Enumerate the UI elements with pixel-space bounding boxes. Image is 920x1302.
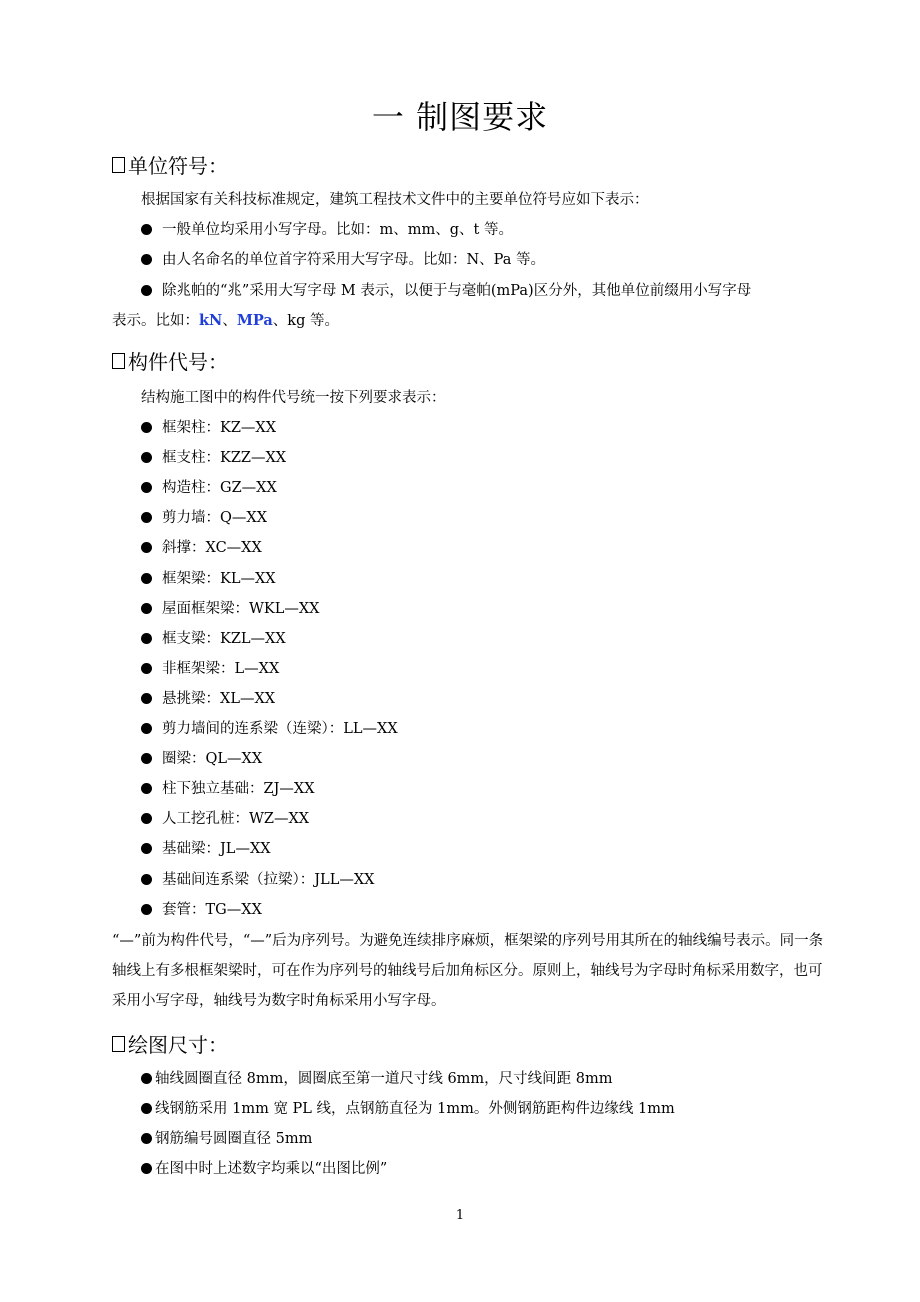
bullet-dot-icon	[141, 573, 152, 584]
bullet-dot-icon	[141, 693, 152, 704]
bullet-dot-icon	[141, 512, 152, 523]
bullet-dot-icon	[141, 285, 152, 296]
bullet-dot-icon	[141, 224, 152, 235]
component-item-text: 柱下独立基础：ZJ—XX	[162, 781, 315, 798]
component-item	[141, 538, 262, 558]
bullet-dot-icon	[141, 753, 152, 764]
bullet-dot-icon	[141, 452, 152, 463]
bullet-dot-icon	[141, 603, 152, 614]
checkbox-square-icon	[112, 157, 125, 173]
component-item	[141, 779, 315, 799]
component-item	[141, 809, 309, 829]
bullet-dot-icon	[141, 422, 152, 433]
bullet-text: 、kg 等。	[272, 313, 339, 329]
drawing-bullet	[141, 1159, 387, 1179]
bullet-dot-icon	[141, 723, 152, 734]
component-item-text: 悬挑梁：XL—XX	[162, 690, 276, 707]
units-intro: 根据国家有关科技标准规定，建筑工程技术文件中的主要单位符号应如下表示：	[141, 192, 649, 208]
bullet-text: 线钢筋采用 1mm 宽 PL 线，点钢筋直径为 1mm。外侧钢筋距构件边缘线 1mm	[155, 1101, 675, 1117]
component-item-text: 框支柱：KZZ—XX	[162, 450, 287, 467]
component-item	[141, 418, 276, 438]
bullet-text: 除兆帕的“兆”采用大写字母 M 表示，以便于与毫帕(mPa)区分外，其他单位前缀用小写字母	[162, 283, 752, 299]
section-heading-drawing	[112, 1029, 228, 1058]
component-item-text: 圈梁：QL—XX	[162, 751, 263, 768]
bullet-dot-icon	[141, 542, 152, 553]
bullet-dot-icon	[141, 254, 152, 265]
components-intro: 结构施工图中的构件代号统一按下列要求表示：	[141, 390, 446, 406]
bullet-text: 轴线圆圈直径 8mm，圆圈底至第一道尺寸线 6mm，尺寸线间距 8mm	[155, 1071, 613, 1087]
section-heading-components	[112, 346, 228, 375]
separator: 、	[222, 313, 237, 329]
component-item	[141, 448, 286, 468]
component-item-text: 剪力墙间的连系梁（连梁）：LL—XX	[162, 721, 398, 737]
units-bullet	[141, 250, 545, 270]
unit-kn: kN	[199, 312, 223, 329]
bullet-dot-icon	[141, 813, 152, 824]
bullet-text: 在图中时上述数字均乘以“出图比例”	[155, 1161, 388, 1177]
component-item-text: 屋面框架梁：WKL—XX	[162, 600, 320, 617]
component-item-text: 非框架梁：L—XX	[162, 660, 280, 677]
component-item-text: 构造柱：GZ—XX	[162, 480, 277, 497]
bullet-text: 由人名命名的单位首字符采用大写字母。比如：N、Pa 等。	[162, 252, 546, 268]
component-item	[141, 900, 262, 920]
component-item	[141, 629, 286, 649]
component-item	[141, 599, 320, 619]
section-heading-text: 绘图尺寸：	[128, 1033, 228, 1057]
component-item	[141, 839, 271, 859]
page-number: 1	[455, 1208, 465, 1223]
bullet-dot-icon	[141, 1103, 152, 1114]
bullet-dot-icon	[141, 1163, 152, 1174]
bullet-dot-icon	[141, 843, 152, 854]
bullet-dot-icon	[141, 783, 152, 794]
bullet-text: 表示。比如：	[112, 313, 199, 329]
bullet-dot-icon	[141, 482, 152, 493]
bullet-dot-icon	[141, 1133, 152, 1144]
component-item-text: 框支梁：KZL—XX	[162, 630, 286, 647]
component-item	[141, 749, 262, 769]
checkbox-square-icon	[112, 353, 125, 369]
component-item	[141, 659, 279, 679]
units-bullet-continuation	[112, 311, 339, 331]
component-item-text: 人工挖孔桩：WZ—XX	[162, 811, 310, 828]
component-item-text: 斜撑：XC—XX	[162, 540, 262, 557]
component-item-text: 基础间连系梁（拉梁）：JLL—XX	[162, 871, 375, 888]
bullet-dot-icon	[141, 904, 152, 915]
bullet-dot-icon	[141, 663, 152, 674]
component-item-text: 套管：TG—XX	[162, 901, 262, 918]
page-title: 一 制图要求	[371, 98, 549, 136]
component-item	[141, 569, 276, 589]
checkbox-square-icon	[112, 1036, 125, 1052]
bullet-dot-icon	[141, 633, 152, 644]
component-item	[141, 719, 398, 739]
drawing-bullet	[141, 1129, 312, 1149]
bullet-dot-icon	[141, 1073, 152, 1084]
component-item	[141, 870, 374, 890]
component-item-text: 基础梁：JL—XX	[162, 841, 271, 858]
drawing-bullet	[141, 1069, 613, 1089]
section-heading-text: 单位符号：	[128, 154, 228, 178]
component-item-text: 框架柱：KZ—XX	[162, 420, 277, 436]
unit-mpa: MPa	[236, 312, 273, 329]
bullet-text: 一般单位均采用小写字母。比如：m、mm、g、t 等。	[162, 222, 513, 238]
section-heading-units	[112, 150, 228, 179]
component-item-text: 剪力墙：Q—XX	[162, 510, 268, 527]
component-item-text: 框架梁：KL—XX	[162, 570, 276, 587]
section-heading-text: 构件代号：	[128, 350, 228, 374]
component-item	[141, 478, 277, 498]
component-item	[141, 689, 275, 709]
bullet-dot-icon	[141, 874, 152, 885]
units-bullet	[141, 281, 751, 301]
drawing-bullet	[141, 1099, 675, 1119]
components-note: “—”前为构件代号，“—”后为序列号。为避免连续排序麻烦，框架梁的序列号用其所在的轴线编号表示。同一条轴线上有多根框架梁时，可在作为序列号的轴线号后加角标区分。原则上，轴线号为字母时角标采用数字，也可采用小写字母，轴线号为数字时角标采用小写字母。	[112, 933, 824, 1009]
bullet-text: 钢筋编号圆圈直径 5mm	[155, 1131, 313, 1147]
component-item	[141, 508, 267, 528]
units-bullet	[141, 220, 513, 240]
